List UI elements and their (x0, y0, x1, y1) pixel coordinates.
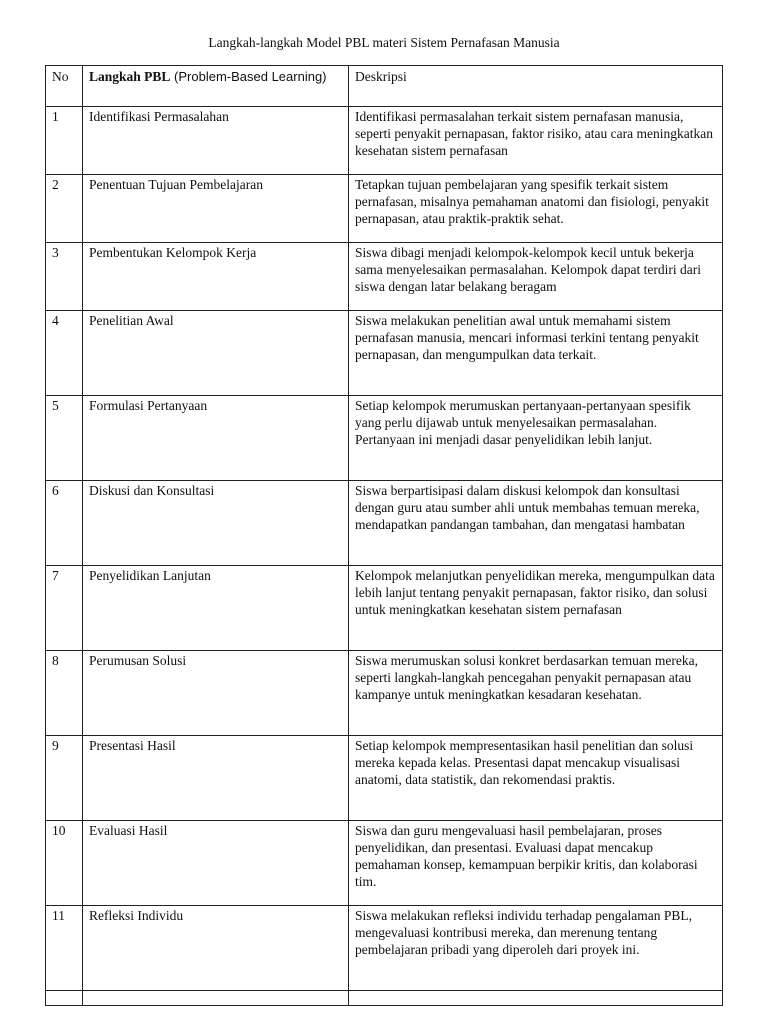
table-row (46, 396, 723, 481)
row-description: Siswa melakukan penelitian awal untuk memahami sistem pernafasan manusia, mencari informasi terkini tentang penyakit pernapasan, dan mengumpulkan data terkait. (349, 311, 723, 396)
header-description: Deskripsi (349, 66, 723, 107)
row-no: 1 (46, 107, 83, 175)
header-step-paren: (Problem-Based Learning) (170, 69, 327, 84)
row-step: Diskusi dan Konsultasi (83, 481, 349, 566)
table-row (46, 821, 723, 906)
row-no: 6 (46, 481, 83, 566)
row-step: Penelitian Awal (83, 311, 349, 396)
row-no: 2 (46, 175, 83, 243)
row-description: Identifikasi permasalahan terkait sistem pernafasan manusia, seperti penyakit pernapasan, faktor risiko, atau cara meningkatkan kesehatan sistem pernafasan (349, 107, 723, 175)
row-description: Kelompok melanjutkan penyelidikan mereka, mengumpulkan data lebih lanjut tentang penyakit pernapasan, faktor risiko, dan solusi untuk meningkatkan kesehatan sistem pernafasan (349, 566, 723, 651)
header-step-bold: Langkah PBL (89, 69, 171, 84)
pbl-steps-table (45, 65, 723, 1006)
row-description: Tetapkan tujuan pembelajaran yang spesifik terkait sistem pernafasan, misalnya pemahaman anatomi dan fisiologi, penyakit pernapasan, atau praktik-praktik sehat. (349, 175, 723, 243)
row-description: Siswa berpartisipasi dalam diskusi kelompok dan konsultasi dengan guru atau sumber ahli untuk membahas temuan mereka, mendapatkan pandangan tambahan, dan mengatasi hambatan (349, 481, 723, 566)
row-no: 7 (46, 566, 83, 651)
row-step: Refleksi Individu (83, 906, 349, 991)
row-no: 4 (46, 311, 83, 396)
row-step-empty (83, 991, 349, 1006)
row-no: 8 (46, 651, 83, 736)
row-no: 5 (46, 396, 83, 481)
row-description: Siswa melakukan refleksi individu terhadap pengalaman PBL, mengevaluasi kontribusi mereka, dan merenung tentang pembelajaran pribadi yang diperoleh dari proyek ini. (349, 906, 723, 991)
row-description-empty (349, 991, 723, 1006)
row-step: Penentuan Tujuan Pembelajaran (83, 175, 349, 243)
row-no: 10 (46, 821, 83, 906)
row-description: Siswa dan guru mengevaluasi hasil pembelajaran, proses penyelidikan, dan presentasi. Evaluasi dapat mencakup pemahaman konsep, kemampuan berpikir kritis, dan kolaborasi tim. (349, 821, 723, 906)
table-row (46, 651, 723, 736)
table-row (46, 107, 723, 175)
document-title: Langkah-langkah Model PBL materi Sistem Pernafasan Manusia (208, 35, 560, 50)
row-step: Pembentukan Kelompok Kerja (83, 243, 349, 311)
table-row-empty (46, 991, 723, 1006)
row-description: Setiap kelompok mempresentasikan hasil penelitian dan solusi mereka kepada kelas. Presentasi dapat mencakup visualisasi anatomi, data statistik, dan rekomendasi praktis. (349, 736, 723, 821)
row-step: Evaluasi Hasil (83, 821, 349, 906)
row-description: Setiap kelompok merumuskan pertanyaan-pertanyaan spesifik yang perlu dijawab untuk menyelesaikan permasalahan. Pertanyaan ini menjadi dasar penyelidikan lebih lanjut. (349, 396, 723, 481)
row-no: 11 (46, 906, 83, 991)
table-row (46, 481, 723, 566)
row-no: 3 (46, 243, 83, 311)
row-step: Penyelidikan Lanjutan (83, 566, 349, 651)
table-row (46, 311, 723, 396)
row-no: 9 (46, 736, 83, 821)
table-row (46, 175, 723, 243)
header-step (83, 66, 349, 107)
row-no-empty (46, 991, 83, 1006)
row-description: Siswa dibagi menjadi kelompok-kelompok kecil untuk bekerja sama menyelesaikan permasalahan. Kelompok dapat terdiri dari siswa dengan latar belakang beragam (349, 243, 723, 311)
table-row (46, 906, 723, 991)
table-row (46, 736, 723, 821)
table-row (46, 566, 723, 651)
header-no: No (46, 66, 83, 107)
table-row (46, 243, 723, 311)
row-description: Siswa merumuskan solusi konkret berdasarkan temuan mereka, seperti langkah-langkah pencegahan penyakit pernapasan atau kampanye untuk meningkatkan kesadaran kesehatan. (349, 651, 723, 736)
row-step: Perumusan Solusi (83, 651, 349, 736)
row-step: Identifikasi Permasalahan (83, 107, 349, 175)
table-header-row (46, 66, 723, 107)
row-step: Presentasi Hasil (83, 736, 349, 821)
row-step: Formulasi Pertanyaan (83, 396, 349, 481)
